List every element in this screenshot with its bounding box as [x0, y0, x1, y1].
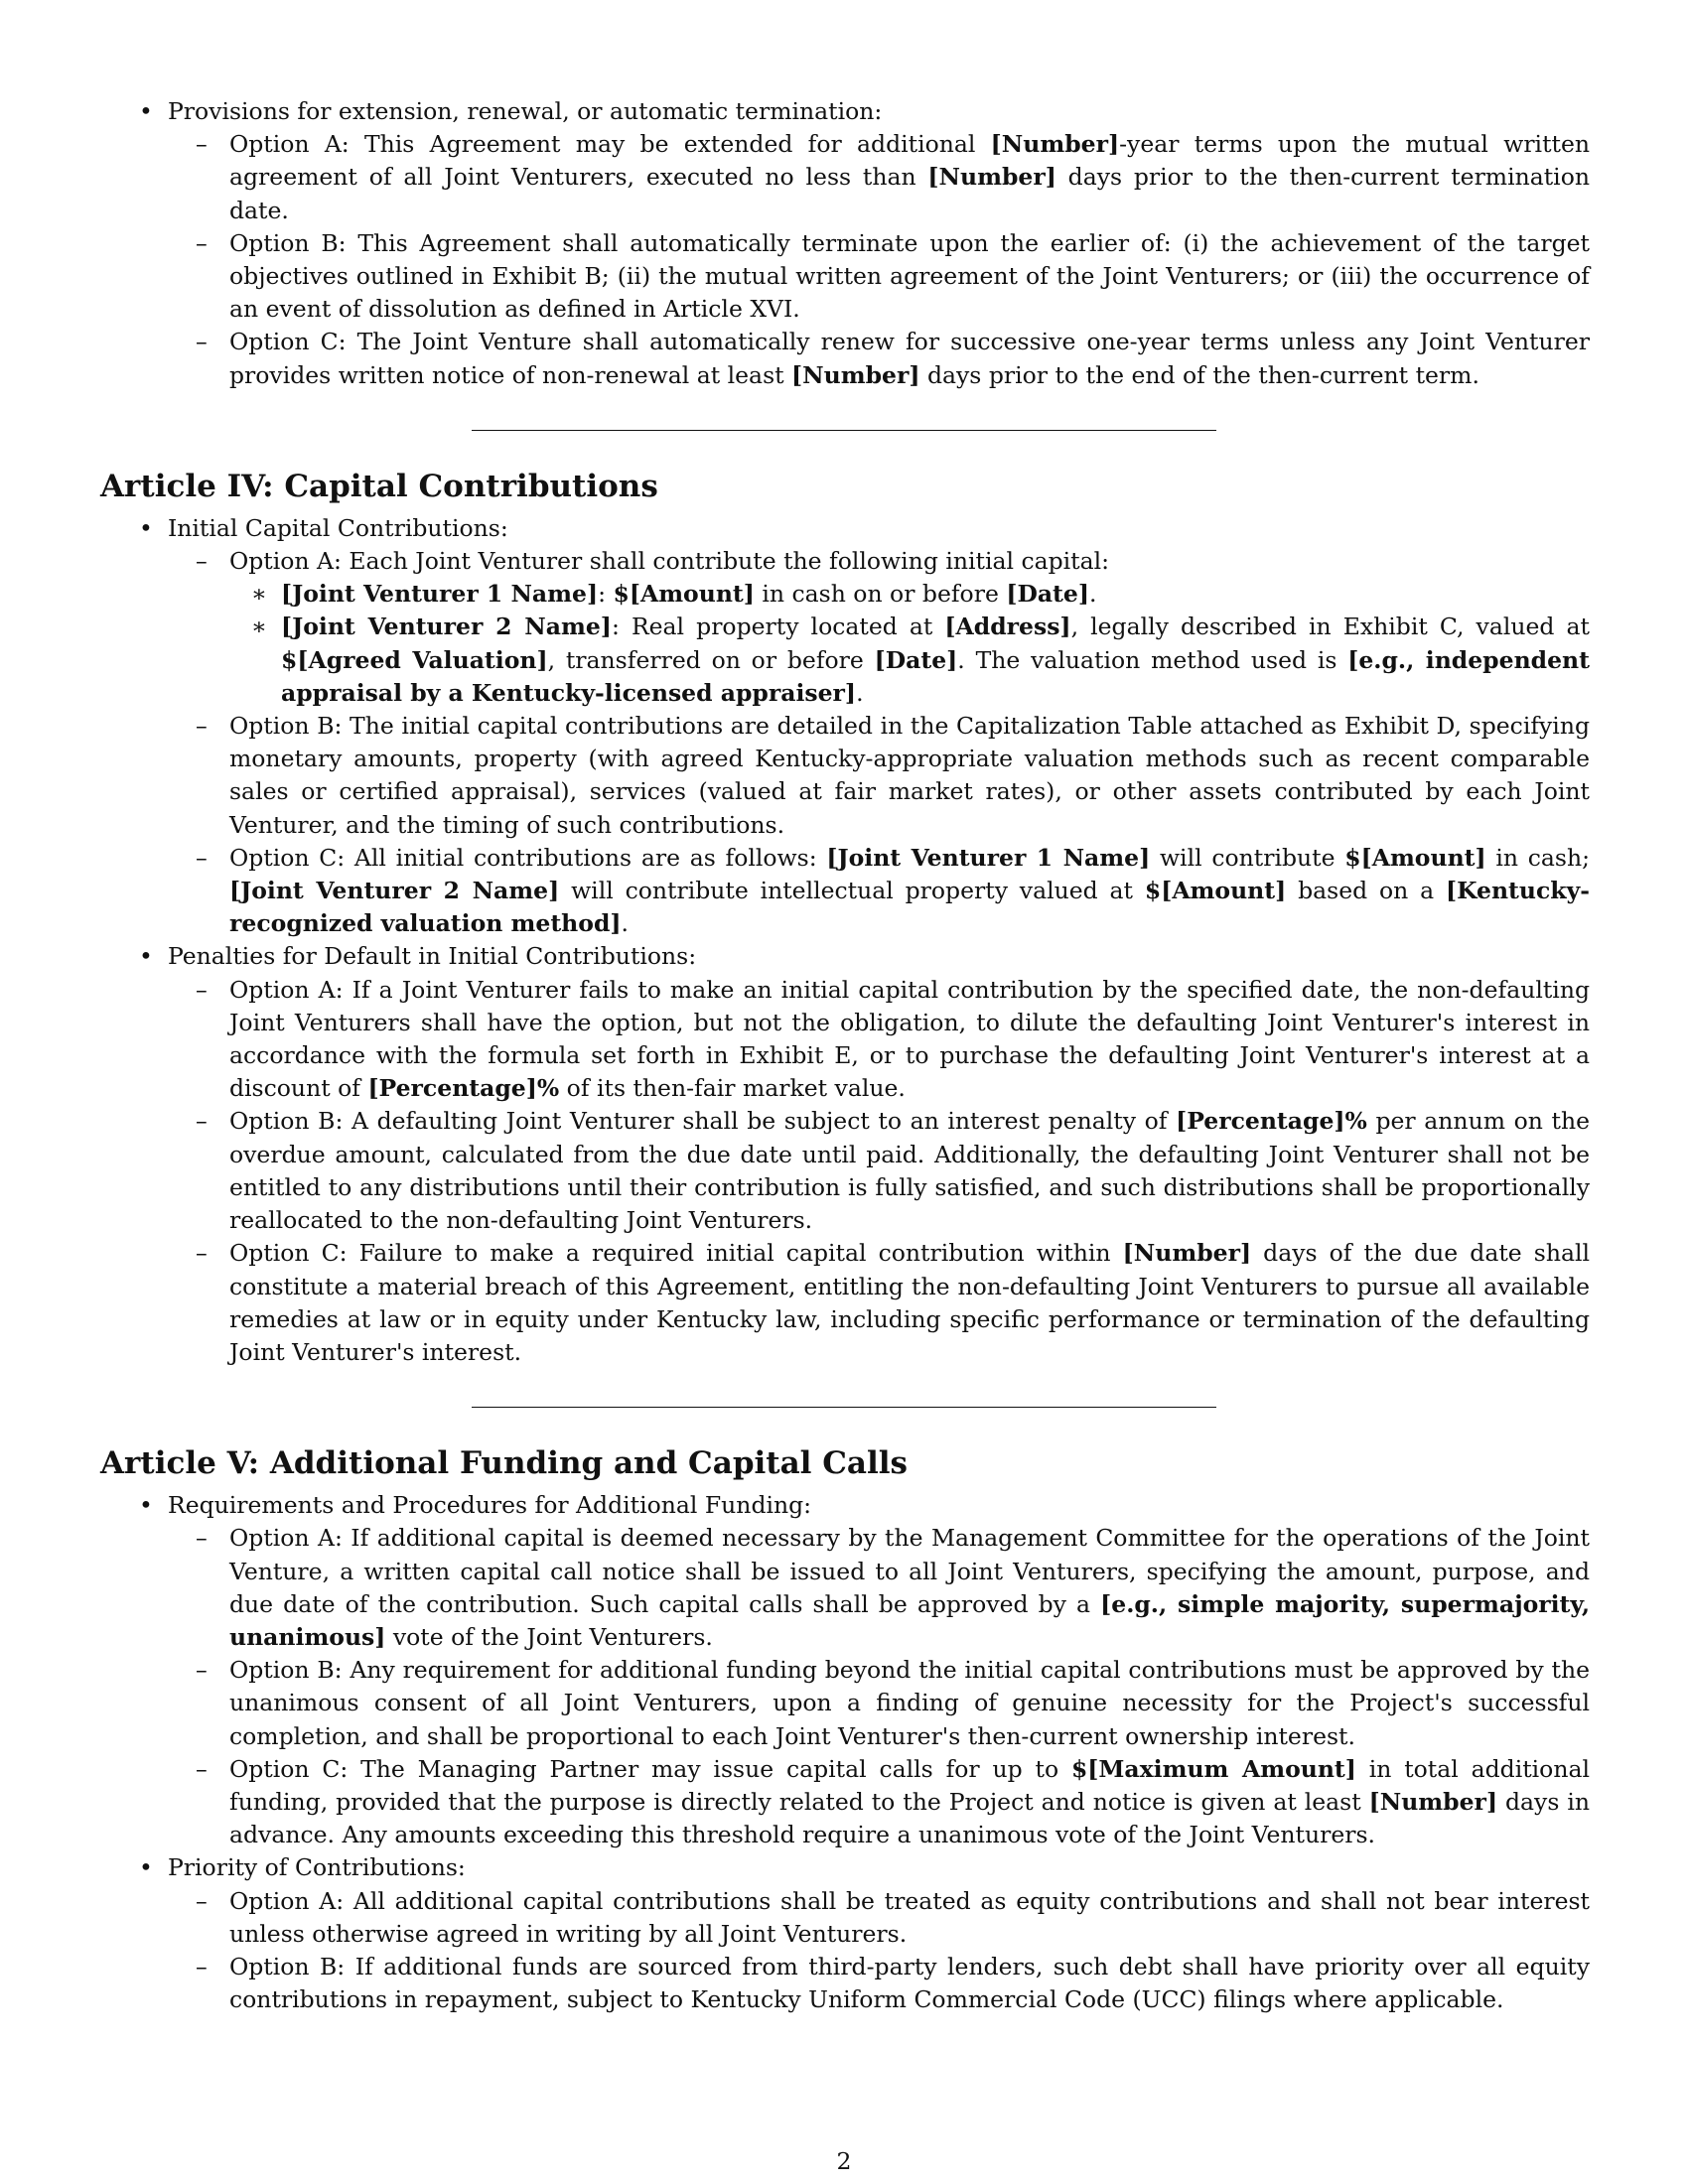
article-title: Article IV: Capital Contributions — [100, 468, 658, 504]
list-item — [100, 1851, 1590, 2016]
list-item — [100, 95, 1590, 392]
section-divider — [472, 430, 1216, 431]
penalty-options — [168, 974, 1590, 1369]
list-item-text: Option A: If additional capital is deemed necessary by the Management Committee for the operations of the Joint Venture, a written capital call notice shall be issued to all Joint Venturers, specifying the amount, purpose, and due date of the contribution. Such capital calls shall be approved by a [e.g., simple majority, supermajority, unanimous] vote of the Joint Venturers. — [229, 1524, 1590, 1651]
asterisk-icon: ∗ — [251, 580, 267, 609]
list-item-text: Option A: All additional capital contributions shall be treated as equity contributions and shall not bear interest unless otherwise agreed in writing by all Joint Venturers. — [229, 1886, 1590, 1948]
dash-icon: – — [196, 328, 208, 356]
bullet-icon: • — [139, 513, 153, 542]
list-item-text: Option C: Failure to make a required initial capital contribution within [Number] days of the due date shall constitute a material breach of this Agreement, entitling the non-defaulting Joint Venturers to pursue all available remedies at law or in equity under Kentucky law, including specific performance or termination of the defaulting Joint Venturer's interest. — [229, 1239, 1590, 1366]
contribution-detail-list — [229, 578, 1590, 710]
list-item — [168, 1105, 1590, 1237]
list-item-text: [Joint Venturer 1 Name]: $[Amount] in cash on or before [Date]. — [281, 580, 1097, 609]
bullet-icon: • — [139, 97, 153, 125]
list-item — [168, 1237, 1590, 1369]
list-item-text: Option C: The Joint Venture shall automatically renew for successive one-year terms unless any Joint Venturer provides written notice of non-renewal at least [Number] days prior to the end of the then-current term. — [229, 328, 1590, 389]
list-item — [168, 1951, 1590, 2016]
list-item-text: Requirements and Procedures for Additional Funding: — [168, 1491, 812, 1520]
dash-icon: – — [196, 547, 208, 576]
list-item-text: Option C: All initial contributions are as follows: [Joint Venturer 1 Name] will contribute $[Amount] in cash; [Joint Venturer 2 Name] will contribute intellectual property valued at $[Amount] based on a [Kentucky-recognized valuation method]. — [229, 843, 1591, 938]
list-item-text: Option C: The Managing Partner may issue capital calls for up to $[Maximum Amount] in total additional funding, provided that the purpose is directly related to the Project and notice is given at least [Number] days in advance. Any amounts exceeding this threshold require a unanimous vote of the Joint Venturers. — [229, 1754, 1590, 1849]
list-item-text: Provisions for extension, renewal, or automatic termination: — [168, 97, 883, 125]
dash-icon: – — [196, 228, 208, 257]
list-item — [168, 1654, 1590, 1753]
document-page — [100, 95, 1590, 2016]
article-title: Article V: Additional Funding and Capital Calls — [100, 1445, 909, 1482]
dash-icon: – — [196, 1754, 208, 1783]
list-item-text: Priority of Contributions: — [168, 1853, 466, 1882]
list-item-text: Option A: Each Joint Venturer shall contribute the following initial capital: — [229, 547, 1110, 576]
dash-icon: – — [196, 1524, 208, 1553]
list-item — [100, 940, 1590, 1369]
list-item — [168, 326, 1590, 391]
list-item — [100, 1489, 1590, 1851]
dash-icon: – — [196, 1107, 208, 1136]
dash-icon: – — [196, 130, 208, 159]
list-item-text: [Joint Venturer 2 Name]: Real property located at [Address], legally described in Exhibit C, valued at $[Agreed Valuation], transferred on or before [Date]. The valuation method used is [e.g., independent appraisal by a Kentucky-licensed appraiser]. — [281, 613, 1590, 707]
list-item-text: Option B: This Agreement shall automatically terminate upon the earlier of: (i) the achievement of the target objectives outlined in Exhibit B; (ii) the mutual written agreement of the Joint Venturers; or (iii) the occurrence of an event of dissolution as defined in Article XVI. — [229, 228, 1590, 324]
capital-contributions-list — [100, 512, 1590, 1369]
list-item-text: Initial Capital Contributions: — [168, 513, 508, 542]
list-item-text: Option B: The initial capital contributions are detailed in the Capitalization Table attached as Exhibit D, specifying monetary amounts, property (with agreed Kentucky-appropriate valuation methods such as recent comparable sales or certified appraisal), services (valued at fair market rates), or other assets contributed by each Joint Venturer, and the timing of such contributions. — [229, 712, 1590, 839]
dash-icon: – — [196, 712, 208, 741]
list-item — [168, 974, 1590, 1106]
bullet-icon: • — [139, 1491, 153, 1520]
funding-requirement-options — [168, 1522, 1590, 1851]
dash-icon: – — [196, 1239, 208, 1268]
dash-icon: – — [196, 1656, 208, 1685]
list-item — [168, 710, 1590, 842]
list-item — [168, 1522, 1590, 1654]
list-item — [168, 128, 1590, 227]
list-item-text: Option A: This Agreement may be extended for additional [Number]-year terms upon the mutual written agreement of all Joint Venturers, executed no less than [Number] days prior to the then-current termination date. — [229, 130, 1590, 224]
bullet-icon: • — [139, 1853, 153, 1882]
bullet-icon: • — [139, 942, 153, 971]
list-item — [229, 578, 1590, 611]
list-item-text: Option B: A defaulting Joint Venturer shall be subject to an interest penalty of [Percentage]% per annum on the overdue amount, calculated from the due date until paid. Additionally, the defaulting Joint Venturer shall not be entitled to any distributions until their contribution is fully satisfied, and such distributions shall be proportionally reallocated to the non-defaulting Joint Venturers. — [229, 1107, 1590, 1235]
list-item-text: Option B: Any requirement for additional funding beyond the initial capital contributions must be approved by the unanimous consent of all Joint Venturers, upon a finding of genuine necessity for the Project's successful completion, and shall be proportional to each Joint Venturer's then-current ownership interest. — [229, 1656, 1590, 1750]
dash-icon: – — [196, 843, 208, 872]
initial-contribution-options — [168, 545, 1590, 940]
list-item — [168, 842, 1590, 941]
dash-icon: – — [196, 975, 208, 1004]
list-item — [168, 1885, 1590, 1951]
page-number: 2 — [836, 2147, 852, 2175]
priority-options — [168, 1885, 1590, 2017]
list-item-text: Penalties for Default in Initial Contributions: — [168, 942, 697, 971]
list-item — [100, 512, 1590, 941]
asterisk-icon: ∗ — [251, 613, 267, 641]
additional-funding-list — [100, 1489, 1590, 2016]
list-item-text: Option B: If additional funds are sourced from third-party lenders, such debt shall have priority over all equity contributions in repayment, subject to Kentucky Uniform Commercial Code (UCC) filings where applicable. — [229, 1952, 1590, 2014]
list-item — [168, 545, 1590, 710]
section-divider — [472, 1407, 1216, 1408]
list-item — [168, 227, 1590, 327]
renewal-options — [168, 128, 1590, 392]
dash-icon: – — [196, 1952, 208, 1980]
list-item-text: Option A: If a Joint Venturer fails to make an initial capital contribution by the specified date, the non-defaulting Joint Venturers shall have the option, but not the obligation, to dilute the defaulting Joint Venturer's interest in accordance with the formula set forth in Exhibit E, or to purchase the defaulting Joint Venturer's interest at a discount of [Percentage]% of its then-fair market value. — [229, 975, 1590, 1103]
list-item — [229, 611, 1590, 710]
dash-icon: – — [196, 1886, 208, 1915]
list-item — [168, 1753, 1590, 1852]
renewal-list — [100, 95, 1590, 392]
